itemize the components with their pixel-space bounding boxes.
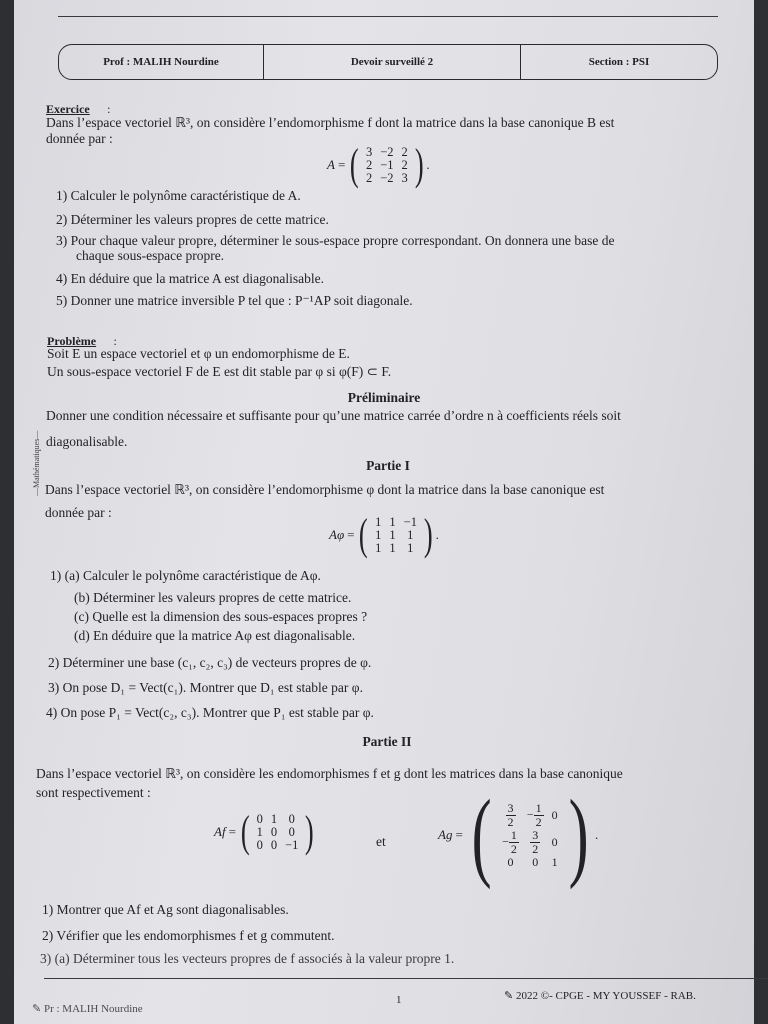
matrix-af: Af = ( 0 1 0 1 0 0 0 0 −1 ): [214, 807, 315, 856]
p1-q3: 3) On pose D₁ = Vect(c₁). Montrer que D₁ est stable par φ.: [48, 680, 363, 695]
matrix-ag-label: Ag: [438, 827, 453, 842]
exercice-q1: 1) Calculer le polynôme caractéristique de A.: [56, 188, 301, 203]
p2-q2: 2) Vérifier que les endomorphismes f et g commutent.: [42, 928, 335, 943]
exercice-q3b: chaque sous-espace propre.: [76, 248, 225, 263]
exercice-intro-2: donnée par :: [46, 131, 113, 146]
exercice-intro-1: Dans l’espace vectoriel ℝ³, on considère l’endomorphisme f dont la matrice dans la base canonique B est: [46, 115, 615, 130]
header-section: Section : PSI: [588, 56, 650, 68]
p1-intro-2: donnée par :: [45, 505, 112, 520]
matrix-a-label: A: [327, 157, 335, 172]
matrix-a-phi-table: 1 1 −1 1 1 1 1 1 1: [375, 514, 417, 555]
p1-intro-1: Dans l’espace vectoriel ℝ³, on considère l’endomorphisme φ dont la matrice dans la base canonique est: [45, 482, 605, 497]
probleme-heading: Problème: [47, 334, 97, 348]
pencil-icon: ✎: [504, 990, 514, 1002]
header-prof: Prof : MALIH Nourdine: [59, 45, 264, 79]
prelim-line1: Donner une condition nécessaire et suffisante pour qu’une matrice carrée d’ordre n à coefficients réels soit: [46, 408, 621, 423]
matrix-a-table: 3 −2 2 2 −1 2 2 −2 3: [365, 144, 408, 185]
header-box: [58, 44, 718, 80]
p1-q2: 2) Déterminer une base (c₁, c₂, c₃) de vecteurs propres de φ.: [48, 655, 372, 670]
exercice-q4: 4) En déduire que la matrice A est diagonalisable.: [56, 271, 325, 286]
footer-left: ✎ Pr : MALIH Nourdine: [32, 1003, 143, 1015]
p1-q1c: (c) Quelle est la dimension des sous-espaces propres ?: [74, 609, 368, 624]
matrix-a-phi: Aφ = ( 1 1 −1 1 1 1 1 1 1 ) .: [329, 510, 439, 559]
footer-right: ✎ 2022 ©- CPGE - MY YOUSSEF - RAB.: [504, 990, 696, 1002]
exam-sheet: [14, 0, 754, 1024]
footer-page-number: 1: [396, 994, 402, 1006]
preliminaire-title: Préliminaire: [347, 390, 421, 405]
partie1-title: Partie I: [366, 458, 410, 473]
pencil-icon: ✎: [32, 1003, 42, 1015]
p1-q4: 4) On pose P₁ = Vect(c₂, c₃). Montrer que P₁ est stable par φ.: [46, 705, 374, 720]
matrix-ag-table: $\frac{3}{2}$ − $\frac{1}{2}$ 0 − $\frac{1}{2}$ $\frac{3}{2}$ 0 0 0 1: [502, 800, 558, 869]
matrix-af-label: Af: [214, 824, 226, 839]
p2-intro-1: Dans l’espace vectoriel ℝ³, on considère les endomorphismes f et g dont les matrices dans la base canonique: [36, 766, 623, 781]
matrix-a-phi-label: Aφ: [329, 527, 345, 542]
matrix-a: A = ( 3 −2 2 2 −1 2 2 −2 3 ) .: [327, 140, 430, 189]
matrix-af-table: 0 1 0 1 0 0 0 0 −1: [256, 811, 299, 852]
p1-q1d: (d) En déduire que la matrice Aφ est diagonalisable.: [74, 628, 356, 643]
matrix-ag: Ag = ( $\frac{3}{2}$ − $\frac{1}{2}$ 0 − $\frac{1}{2}$ $\frac{3}{2}$ 0 0 0 1 ) .: [438, 779, 599, 890]
probleme-line2: Un sous-espace vectoriel F de E est dit stable par φ si φ(F) ⊂ F.: [47, 364, 392, 379]
p2-q3: 3) (a) Déterminer tous les vecteurs propres de f associés à la valeur propre 1.: [40, 951, 455, 966]
footer-rule: [44, 978, 768, 979]
et-word: et: [376, 834, 386, 849]
exercice-q3a: 3) Pour chaque valeur propre, déterminer le sous-espace propre correspondant. On donnera une base de: [56, 233, 615, 248]
top-rule: [58, 16, 718, 17]
sidebar-label: —Mathématiques—: [32, 430, 41, 496]
prelim-line2: diagonalisable.: [46, 434, 128, 449]
exercice-heading-row: Exercice :: [46, 102, 111, 116]
probleme-line1: Soit E un espace vectoriel et φ un endomorphisme de E.: [47, 346, 350, 361]
p1-q1b: (b) Déterminer les valeurs propres de cette matrice.: [74, 590, 352, 605]
header-title: Devoir surveillé 2: [264, 45, 521, 79]
exercice-q2: 2) Déterminer les valeurs propres de cette matrice.: [56, 212, 329, 227]
p2-intro-2: sont respectivement :: [36, 785, 151, 800]
exercice-heading: Exercice: [46, 102, 90, 116]
p2-q1: 1) Montrer que Af et Ag sont diagonalisables.: [42, 902, 289, 917]
probleme-heading-row: Problème :: [47, 334, 117, 348]
exercice-q5: 5) Donner une matrice inversible P tel que : P⁻¹AP soit diagonale.: [56, 293, 413, 308]
p1-q1a: 1) (a) Calculer le polynôme caractéristique de Aφ.: [50, 568, 321, 583]
partie2-title: Partie II: [362, 734, 412, 749]
